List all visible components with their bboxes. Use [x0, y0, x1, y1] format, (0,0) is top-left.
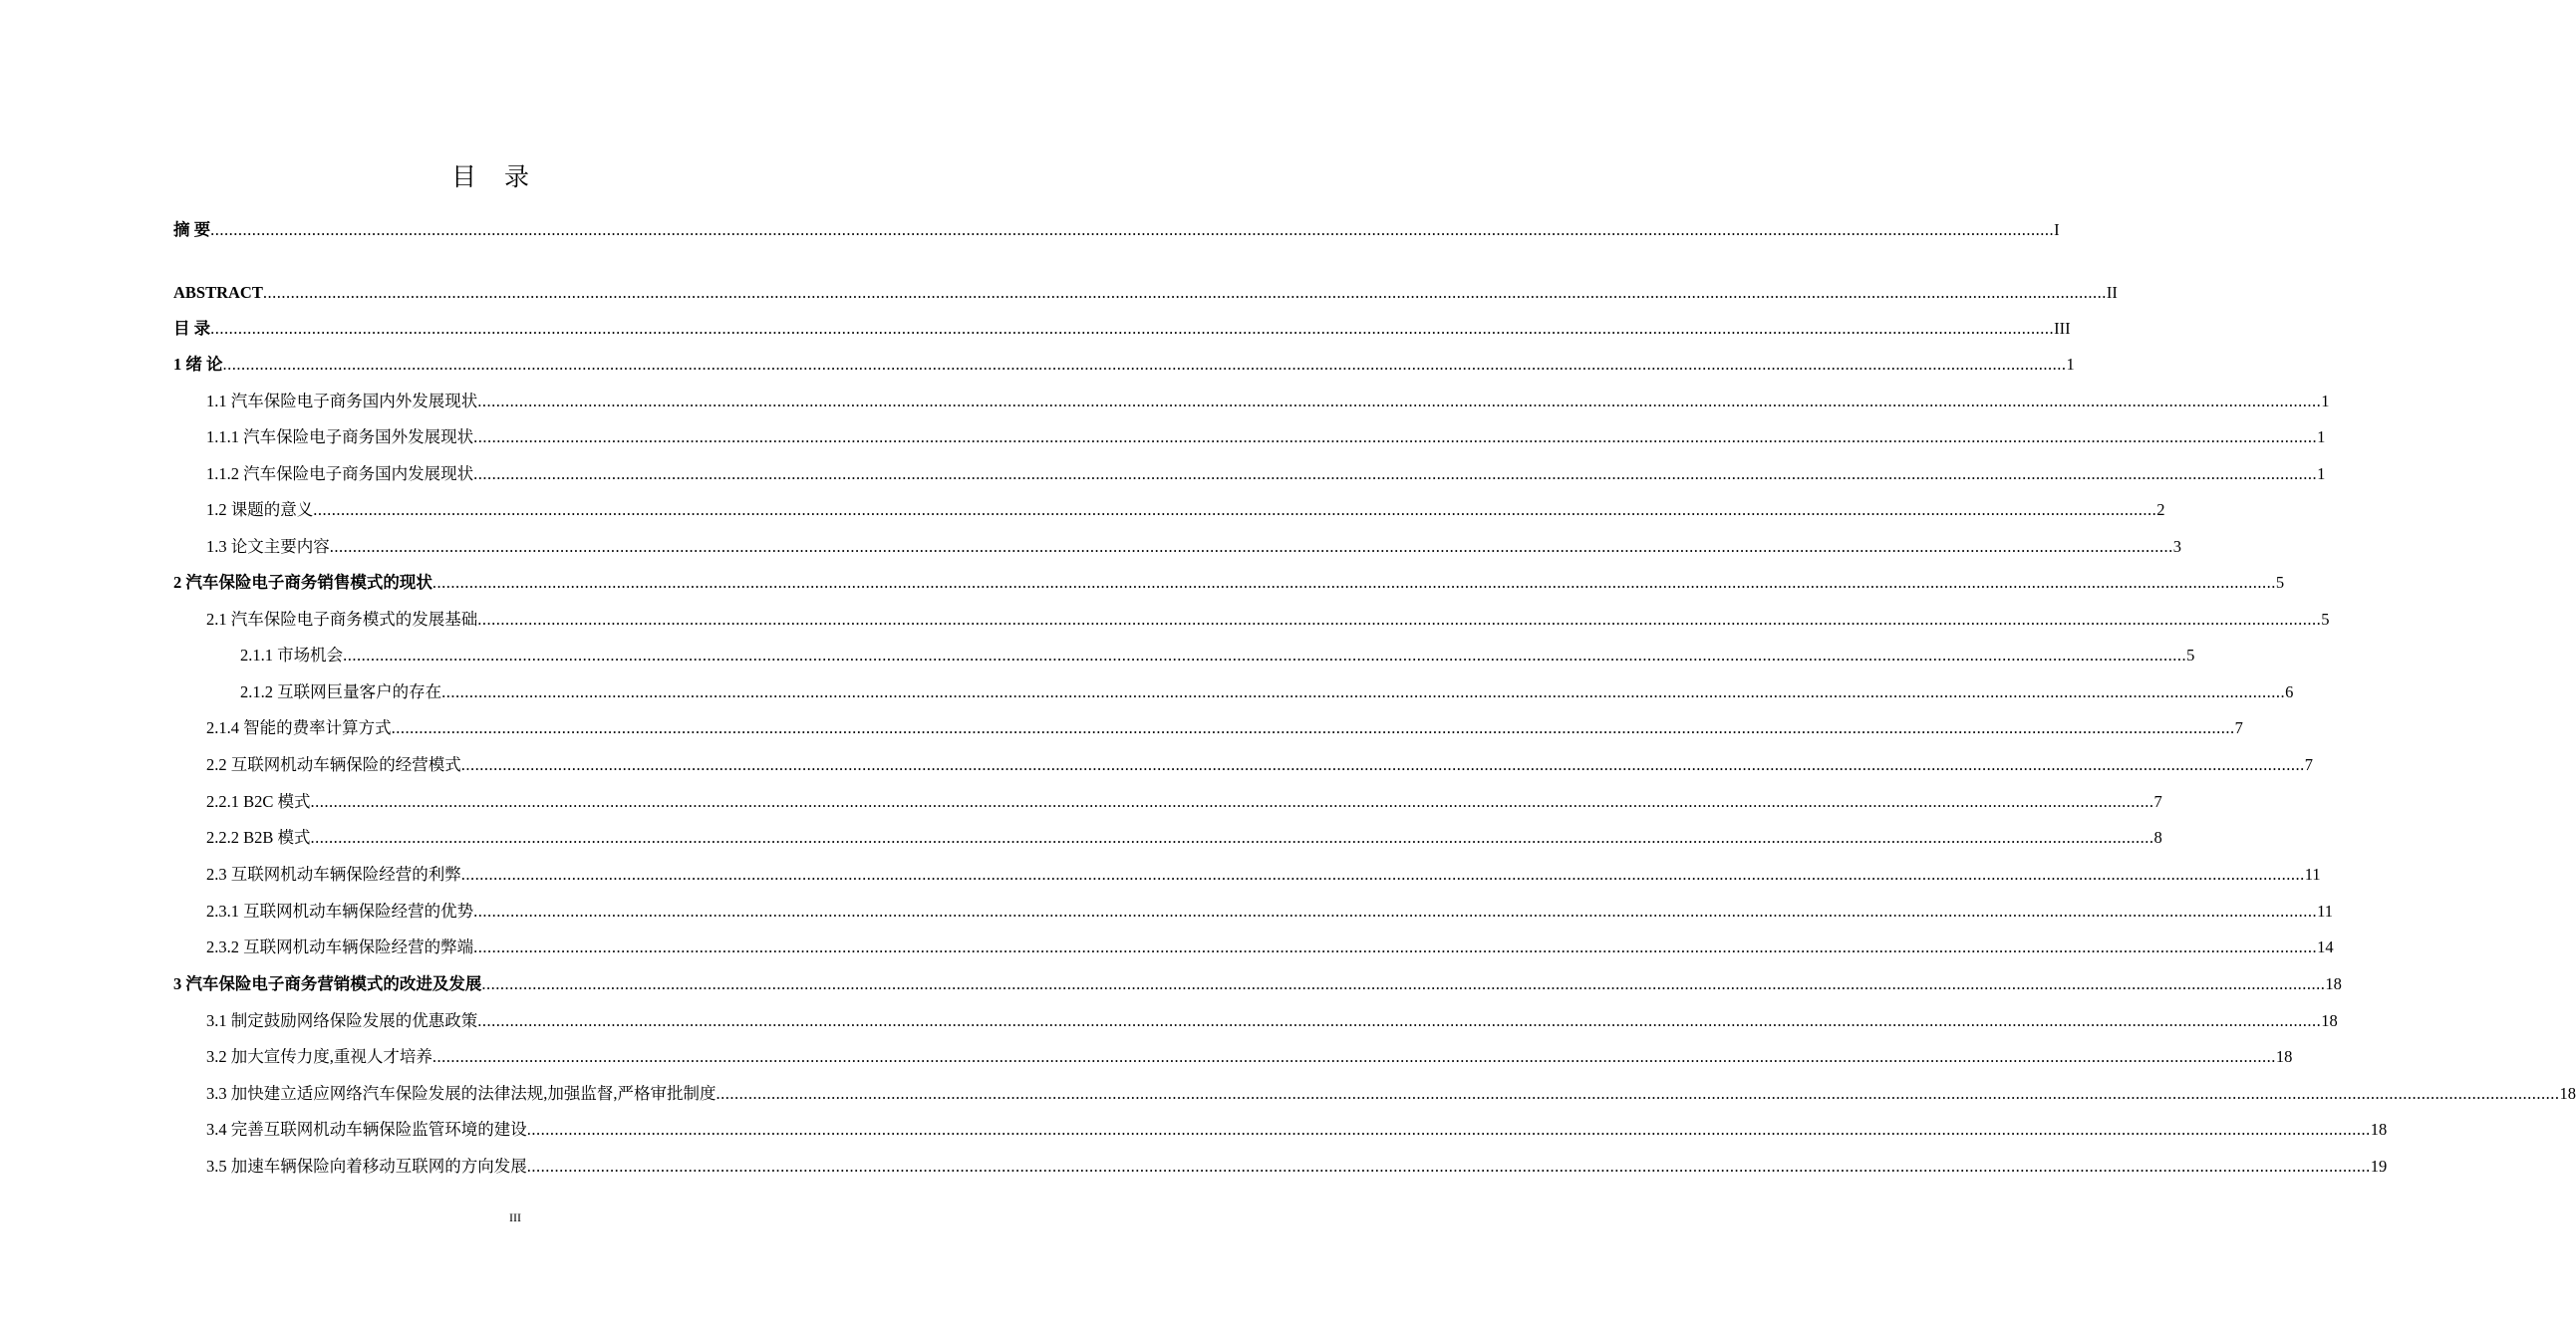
- toc-entry-page: 5: [2186, 646, 2195, 665]
- toc-entry-label: 3.5 加速车辆保险向着移动互联网的方向发展: [206, 1157, 527, 1176]
- toc-entry-page: 18: [2275, 1047, 2293, 1066]
- toc-entry-page: 1: [2321, 392, 2330, 410]
- toc-entry-page: 7: [2153, 792, 2162, 811]
- toc-entry[interactable]: [173, 317, 2071, 341]
- toc-entry-page: 6: [2285, 682, 2294, 701]
- toc-entry[interactable]: [240, 644, 2195, 668]
- toc-entry[interactable]: [173, 281, 2118, 305]
- toc-dot-leader: ................................................................................................................................................................................................................................................................................................................................................................................................................: [460, 755, 2305, 774]
- toc-entry-label: 2.1.2 互联网巨量客户的存在: [240, 682, 442, 701]
- toc-entry[interactable]: [206, 936, 2334, 959]
- toc-entry-label: 1.3 论文主要内容: [206, 537, 330, 556]
- toc-entry-label: 2.3.2 互联网机动车辆保险经营的弊端: [206, 937, 474, 956]
- toc-dot-leader: ................................................................................................................................................................................................................................................................................................................................................................................................................: [262, 283, 2107, 302]
- toc-entry[interactable]: [173, 571, 2285, 595]
- toc-entry[interactable]: [206, 790, 2162, 814]
- toc-entry-label: 2 汽车保险电子商务销售模式的现状: [173, 573, 432, 592]
- toc-entry-label: ABSTRACT: [173, 283, 263, 302]
- toc-dot-leader: ................................................................................................................................................................................................................................................................................................................................................................................................................: [477, 1011, 2322, 1030]
- toc-entry[interactable]: [206, 826, 2162, 850]
- toc-dot-leader: ................................................................................................................................................................................................................................................................................................................................................................................................................: [210, 319, 2055, 338]
- toc-entry-page: 19: [2370, 1157, 2388, 1176]
- toc-entry[interactable]: [206, 425, 2326, 449]
- toc-entry-label: 1.1 汽车保险电子商务国内外发展现状: [206, 392, 478, 410]
- toc-dot-leader: ................................................................................................................................................................................................................................................................................................................................................................................................................: [473, 937, 2318, 956]
- toc-entry-label: 2.3.1 互联网机动车辆保险经营的优势: [206, 902, 474, 921]
- toc-entry-label: 2.1.1 市场机会: [240, 646, 344, 665]
- toc-entry-page: 1: [2317, 464, 2326, 483]
- toc-entry[interactable]: [206, 390, 2330, 413]
- toc-dot-leader: ................................................................................................................................................................................................................................................................................................................................................................................................................: [343, 646, 2187, 665]
- toc-entry-label: 3.2 加大宣传力度,重视人才培养: [206, 1047, 432, 1066]
- toc-entry-page: 18: [2325, 974, 2342, 993]
- toc-entry[interactable]: [206, 608, 2330, 632]
- toc-dot-leader: ................................................................................................................................................................................................................................................................................................................................................................................................................: [431, 1047, 2276, 1066]
- toc-entry[interactable]: [173, 218, 2060, 242]
- toc-entry-page: 7: [2234, 718, 2243, 737]
- toc-entry-page: 18: [2370, 1120, 2388, 1139]
- toc-dot-leader: ................................................................................................................................................................................................................................................................................................................................................................................................................: [526, 1120, 2371, 1139]
- toc-dot-leader: ................................................................................................................................................................................................................................................................................................................................................................................................................: [481, 974, 2326, 993]
- toc-entry[interactable]: [206, 498, 2165, 522]
- toc-entry-page: 1: [2317, 427, 2326, 446]
- toc-entry-label: 目 录: [173, 319, 211, 338]
- toc-entry-page: II: [2106, 283, 2118, 302]
- toc-dot-leader: ................................................................................................................................................................................................................................................................................................................................................................................................................: [222, 355, 2067, 374]
- toc-dot-leader: ................................................................................................................................................................................................................................................................................................................................................................................................................: [441, 682, 2286, 701]
- toc-entry-page: 5: [2321, 610, 2330, 629]
- toc-dot-leader: ................................................................................................................................................................................................................................................................................................................................................................................................................: [473, 464, 2318, 483]
- toc-entry-page: 1: [2066, 355, 2075, 374]
- toc-entry-page: 11: [2317, 902, 2334, 921]
- toc-entry-page: 11: [2304, 865, 2321, 884]
- toc-entry-page: 3: [2172, 537, 2181, 556]
- toc-entry-label: 3.4 完善互联网机动车辆保险监管环境的建设: [206, 1120, 527, 1139]
- toc-dot-leader: ................................................................................................................................................................................................................................................................................................................................................................................................................: [391, 718, 2235, 737]
- toc-entry[interactable]: [206, 863, 2321, 887]
- toc-dot-leader: ................................................................................................................................................................................................................................................................................................................................................................................................................: [473, 902, 2318, 921]
- toc-entry[interactable]: [206, 1045, 2293, 1069]
- toc-entry-label: 2.2 互联网机动车辆保险的经营模式: [206, 755, 461, 774]
- toc-entry-page: 2: [2156, 500, 2165, 519]
- toc-entry-label: 1.1.2 汽车保险电子商务国内发展现状: [206, 464, 474, 483]
- toc-dot-leader: ................................................................................................................................................................................................................................................................................................................................................................................................................: [313, 500, 2157, 519]
- toc-dot-leader: ................................................................................................................................................................................................................................................................................................................................................................................................................: [431, 573, 2276, 592]
- toc-entry[interactable]: [206, 462, 2326, 486]
- toc-entry-label: 2.2.2 B2B 模式: [206, 828, 311, 847]
- toc-entry-page: 8: [2153, 828, 2162, 847]
- toc-entry-label: 2.2.1 B2C 模式: [206, 792, 311, 811]
- toc-entry[interactable]: [206, 1155, 2388, 1179]
- toc-dot-leader: ................................................................................................................................................................................................................................................................................................................................................................................................................: [477, 392, 2322, 410]
- toc-entry-page: III: [2054, 319, 2071, 338]
- toc-entry-page: 5: [2275, 573, 2285, 592]
- toc-entry-label: 2.1.4 智能的费率计算方式: [206, 718, 392, 737]
- toc-entry-label: 1.1.1 汽车保险电子商务国外发展现状: [206, 427, 474, 446]
- toc-entry[interactable]: [206, 1082, 2576, 1106]
- toc-entry[interactable]: [206, 535, 2181, 559]
- toc-entry[interactable]: [240, 680, 2294, 704]
- toc-entry-label: 1.2 课题的意义: [206, 500, 314, 519]
- toc-entry-page: 7: [2304, 755, 2313, 774]
- toc-dot-leader: ................................................................................................................................................................................................................................................................................................................................................................................................................: [310, 828, 2154, 847]
- toc-dot-leader: ................................................................................................................................................................................................................................................................................................................................................................................................................: [210, 220, 2055, 239]
- toc-entry-label: 3.3 加快建立适应网络汽车保险发展的法律法规,加强监督,严格审批制度: [206, 1084, 716, 1103]
- toc-entry-page: 18: [2321, 1011, 2338, 1030]
- toc-entry[interactable]: [173, 972, 2342, 996]
- toc-dot-leader: ................................................................................................................................................................................................................................................................................................................................................................................................................: [460, 865, 2305, 884]
- toc-entry-label: 3 汽车保险电子商务营销模式的改进及发展: [173, 974, 482, 993]
- toc-entry-label: 2.1 汽车保险电子商务模式的发展基础: [206, 610, 478, 629]
- toc-dot-leader: ................................................................................................................................................................................................................................................................................................................................................................................................................: [477, 610, 2322, 629]
- toc-entry[interactable]: [206, 1009, 2338, 1033]
- toc-entry-label: 1 绪 论: [173, 355, 223, 374]
- toc-entry[interactable]: [173, 353, 2075, 377]
- toc-dot-leader: ................................................................................................................................................................................................................................................................................................................................................................................................................: [310, 792, 2154, 811]
- toc-entry[interactable]: [206, 716, 2243, 740]
- page-number: III: [509, 1210, 521, 1224]
- toc-dot-leader: ................................................................................................................................................................................................................................................................................................................................................................................................................: [716, 1084, 2560, 1103]
- toc-dot-leader: ................................................................................................................................................................................................................................................................................................................................................................................................................: [473, 427, 2318, 446]
- toc-dot-leader: ................................................................................................................................................................................................................................................................................................................................................................................................................: [329, 537, 2173, 556]
- toc-entry-label: 2.3 互联网机动车辆保险经营的利弊: [206, 865, 461, 884]
- toc-dot-leader: ................................................................................................................................................................................................................................................................................................................................................................................................................: [526, 1157, 2371, 1176]
- toc-entry[interactable]: [206, 1118, 2388, 1142]
- toc-entry-page: I: [2054, 220, 2060, 239]
- toc-entry-label: 摘 要: [173, 220, 211, 239]
- toc-entry-page: 14: [2317, 937, 2334, 956]
- toc-entry-label: 3.1 制定鼓励网络保险发展的优惠政策: [206, 1011, 478, 1030]
- page-title: 目 录: [451, 162, 539, 191]
- toc-entry-page: 18: [2559, 1084, 2576, 1103]
- toc-entry[interactable]: [206, 900, 2334, 924]
- toc-entry[interactable]: [206, 753, 2313, 777]
